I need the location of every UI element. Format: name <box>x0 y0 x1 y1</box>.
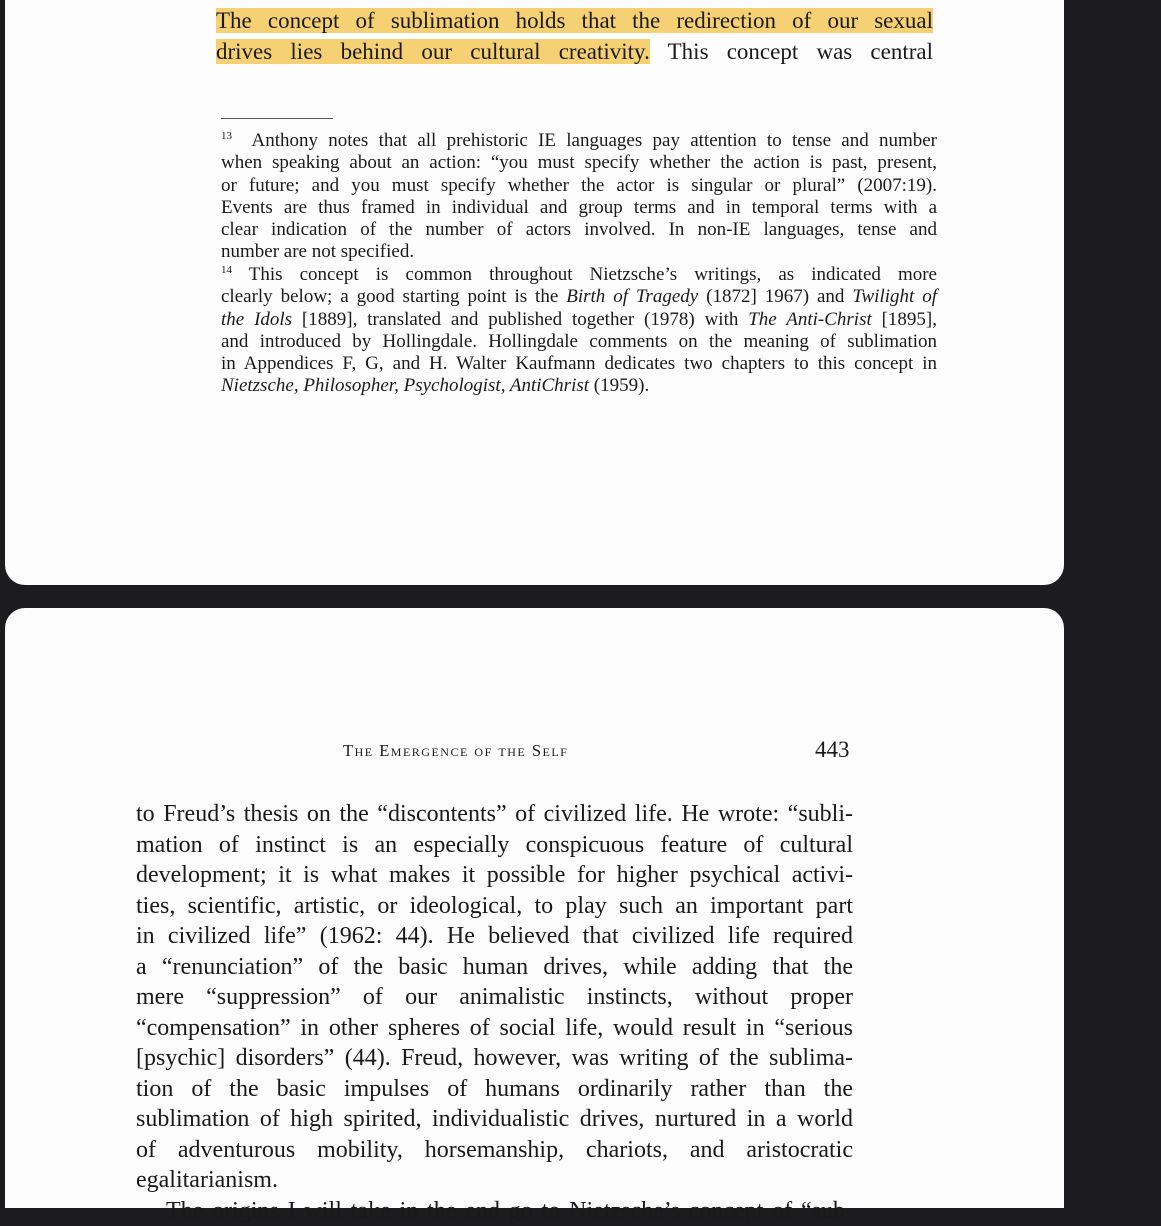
highlighted-text[interactable]: The concept of sublimation holds that the redirection of our sexual <box>216 8 933 33</box>
body-line: egalitarianism. <box>136 1165 853 1196</box>
body-line <box>216 5 933 36</box>
footnote-line: in Appendices F, G, and H. Walter Kaufmann dedicates two chapters to this concept in <box>221 353 937 375</box>
top-page-panel <box>5 0 1064 585</box>
footnote-rule <box>221 118 333 119</box>
footnote-14 <box>221 264 937 398</box>
body-line: mation of instinct is an especially conspicuous feature of cultural <box>136 830 853 861</box>
footnote-line: the Idols [1889], translated and published together (1978) with The Anti-Christ [1895], <box>221 309 937 331</box>
footnote-line: number are not specified. <box>221 241 937 263</box>
footnote-line: Events are thus framed in individual and group terms and in temporal terms with a <box>221 197 937 219</box>
running-head: The Emergence of the Self <box>343 741 568 761</box>
page-number: 443 <box>815 737 850 763</box>
footnote-13 <box>221 130 937 264</box>
body-text-bottom <box>136 799 853 1226</box>
highlighted-text[interactable]: drives lies behind our cultural creativity. <box>216 39 650 64</box>
footnote-number: 14 <box>221 264 232 276</box>
footnote-line: when speaking about an action: “you must specify whether the action is past, present, <box>221 152 937 174</box>
body-line-partial: The origins I will take in the end go to Nietzsche’s concept of “sub- <box>136 1196 853 1226</box>
body-line <box>216 36 933 67</box>
body-line: ties, scientific, artistic, or ideological, to play such an important part <box>136 891 853 922</box>
body-text-top <box>216 5 933 67</box>
footnote-line: $^{13}$ Anthony notes that all prehistoric IE languages pay attention to tense and number <box>221 130 937 152</box>
footnote-line: clearly below; a good starting point is the Birth of Tragedy (1872] 1967) and Twilight of <box>221 286 937 308</box>
footnote-line: $^{14}$ This concept is common throughout Nietzsche’s writings, as indicated more <box>221 264 937 286</box>
footnote-line: clear indication of the number of actors involved. In non-IE languages, tense and <box>221 219 937 241</box>
body-text-continuation: This concept was central <box>650 39 933 64</box>
body-line: tion of the basic impulses of humans ordinarily rather than the <box>136 1074 853 1105</box>
footnote-number: 13 <box>221 130 232 142</box>
body-line: mere “suppression” of our animalistic instincts, without proper <box>136 982 853 1013</box>
body-line: of adventurous mobility, horsemanship, chariots, and aristocratic <box>136 1135 853 1166</box>
body-line: to Freud’s thesis on the “discontents” of civilized life. He wrote: “subli- <box>136 799 853 830</box>
body-line: sublimation of high spirited, individualistic drives, nurtured in a world <box>136 1104 853 1135</box>
body-line: in civilized life” (1962: 44). He believed that civilized life required <box>136 921 853 952</box>
body-line: a “renunciation” of the basic human drives, while adding that the <box>136 952 853 983</box>
footnote-line: or future; and you must specify whether the actor is singular or plural” (2007:19). <box>221 175 937 197</box>
body-line: “compensation” in other spheres of social life, would result in “serious <box>136 1013 853 1044</box>
footnote-line: Nietzsche, Philosopher, Psychologist, AntiChrist (1959). <box>221 375 937 397</box>
footnote-line: and introduced by Hollingdale. Hollingdale comments on the meaning of sublimation <box>221 331 937 353</box>
body-line: [psychic] disorders” (44). Freud, however, was writing of the sublima- <box>136 1043 853 1074</box>
body-line: development; it is what makes it possible for higher psychical activi- <box>136 860 853 891</box>
